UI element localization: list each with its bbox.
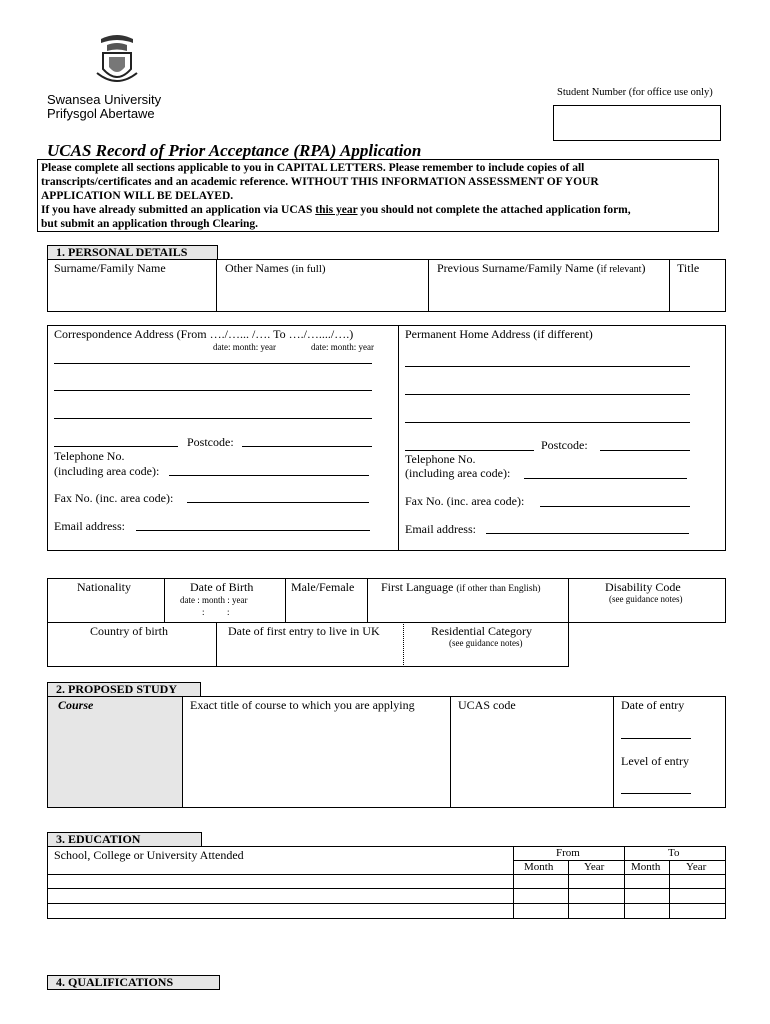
- divider: [568, 860, 569, 919]
- permanent-address-label: Permanent Home Address (if different): [405, 327, 593, 341]
- permanent-fax-label: Fax No. (inc. area code):: [405, 494, 525, 508]
- permanent-address-line-input[interactable]: [405, 394, 690, 395]
- fax-label: Fax No. (inc. area code):: [54, 491, 174, 505]
- other-names-label: Other Names: [225, 261, 289, 275]
- date-of-entry-label: Date of entry: [621, 698, 685, 712]
- university-crest-logo: [93, 33, 141, 91]
- table-row: [47, 903, 726, 904]
- telephone-input[interactable]: [169, 475, 369, 476]
- instruction-line: Please complete all sections applicable to you in CAPITAL LETTERS. Please remember to include copies of all: [41, 162, 585, 174]
- dob-hint: date : month : year: [180, 595, 248, 605]
- in-full-hint: (in full): [291, 263, 326, 275]
- to-month-header: Month: [631, 861, 661, 873]
- date-hint: date: month: year: [213, 342, 276, 352]
- from-year-header: Year: [584, 861, 605, 873]
- student-number-label: Student Number (for office use only): [557, 87, 713, 98]
- logo-text-english: Swansea University: [47, 92, 162, 107]
- postcode-label: Postcode:: [187, 435, 234, 449]
- divider: [513, 846, 514, 919]
- divider: [216, 259, 217, 312]
- instructions-text: [41, 161, 631, 231]
- date-first-entry-field[interactable]: Date of first entry to live in UK: [228, 624, 380, 638]
- divider: [450, 696, 451, 808]
- postcode-input[interactable]: [242, 446, 372, 447]
- instruction-line: but submit an application through Clearing.: [41, 218, 259, 230]
- previous-surname-field[interactable]: [437, 261, 645, 276]
- permanent-address-line-input[interactable]: [405, 450, 534, 451]
- dob-field[interactable]: Date of Birth: [190, 580, 254, 594]
- divider: [285, 578, 286, 623]
- disability-hint: (see guidance notes): [609, 594, 683, 604]
- instruction-text: you should not complete the attached application form,: [357, 204, 631, 216]
- other-names-field[interactable]: [225, 261, 326, 276]
- permanent-email-input[interactable]: [486, 533, 689, 534]
- course-label: Course: [58, 698, 94, 712]
- divider: [669, 259, 670, 312]
- telephone-label: Telephone No.: [54, 449, 125, 463]
- permanent-address-line-input[interactable]: [405, 422, 690, 423]
- first-language-hint: (if other than English): [456, 584, 541, 594]
- correspondence-address-label: Correspondence Address (From …./…... /…. To …./…..../….): [54, 327, 354, 341]
- section-2-header: 2. PROPOSED STUDY: [47, 682, 201, 697]
- nationality-field[interactable]: Nationality: [77, 580, 131, 594]
- student-number-box[interactable]: [553, 105, 721, 141]
- sex-field[interactable]: Male/Female: [291, 580, 355, 594]
- section-4-header: 4. QUALIFICATIONS: [47, 975, 220, 990]
- to-header: To: [668, 847, 680, 859]
- residential-hint: (see guidance notes): [449, 638, 523, 648]
- permanent-telephone-input[interactable]: [524, 478, 687, 479]
- dob-colons: : :: [202, 607, 230, 617]
- ucas-code-field[interactable]: UCAS code: [458, 698, 516, 712]
- from-header: From: [556, 847, 580, 859]
- to-year-header: Year: [686, 861, 707, 873]
- permanent-fax-input[interactable]: [540, 506, 690, 507]
- permanent-area-code-label: (including area code):: [405, 466, 511, 480]
- title-field[interactable]: Title: [677, 261, 700, 275]
- form-title: UCAS Record of Prior Acceptance (RPA) Application: [47, 141, 422, 160]
- address-line-input[interactable]: [54, 446, 178, 447]
- divider: [428, 259, 429, 312]
- table-row: [47, 888, 726, 889]
- email-label: Email address:: [54, 519, 125, 533]
- date-of-entry-input[interactable]: [621, 738, 691, 739]
- from-month-header: Month: [524, 861, 554, 873]
- instruction-line: [41, 203, 631, 217]
- permanent-postcode-input[interactable]: [600, 450, 690, 451]
- instruction-line: transcripts/certificates and an academic reference. WITHOUT THIS INFORMATION ASSESSMENT OF YOUR: [41, 176, 599, 188]
- address-box: [47, 325, 726, 551]
- divider: [669, 860, 670, 919]
- section-1-header: 1. PERSONAL DETAILS: [47, 245, 218, 260]
- divider: [398, 325, 399, 551]
- surname-field[interactable]: Surname/Family Name: [54, 261, 166, 275]
- course-title-field[interactable]: Exact title of course to which you are applying: [190, 698, 415, 712]
- date-hint: date: month: year: [311, 342, 374, 352]
- fax-input[interactable]: [187, 502, 369, 503]
- school-column-header: School, College or University Attended: [54, 848, 244, 862]
- divider: [624, 846, 625, 919]
- country-of-birth-field[interactable]: Country of birth: [90, 624, 168, 638]
- instruction-underline: this year: [315, 204, 358, 216]
- instruction-line: APPLICATION WILL BE DELAYED.: [41, 190, 234, 202]
- course-shaded-cell: [48, 697, 182, 807]
- email-input[interactable]: [136, 530, 370, 531]
- section-3-header: 3. EDUCATION: [47, 832, 202, 847]
- if-relevant-hint: if relevant: [600, 264, 642, 275]
- first-language-label: First Language: [381, 580, 454, 594]
- residential-category-field[interactable]: Residential Category: [431, 624, 532, 638]
- address-line-input[interactable]: [54, 418, 372, 419]
- divider: [613, 696, 614, 808]
- paren: ): [641, 261, 646, 275]
- permanent-address-line-input[interactable]: [405, 366, 690, 367]
- divider: [403, 622, 404, 667]
- address-line-input[interactable]: [54, 363, 372, 364]
- address-line-input[interactable]: [54, 390, 372, 391]
- first-language-field[interactable]: [381, 580, 541, 595]
- permanent-email-label: Email address:: [405, 522, 476, 536]
- level-of-entry-input[interactable]: [621, 793, 691, 794]
- permanent-telephone-label: Telephone No.: [405, 452, 476, 466]
- logo-text-welsh: Prifysgol Abertawe: [47, 106, 155, 121]
- level-of-entry-label: Level of entry: [621, 754, 689, 768]
- permanent-postcode-label: Postcode:: [541, 438, 588, 452]
- area-code-label: (including area code):: [54, 464, 160, 478]
- divider: [568, 578, 569, 623]
- divider: [182, 696, 183, 808]
- divider: [367, 578, 368, 623]
- table-row: [47, 874, 726, 875]
- disability-code-field[interactable]: Disability Code: [605, 580, 681, 594]
- divider: [216, 622, 217, 667]
- previous-surname-label: Previous Surname/Family Name (: [437, 261, 601, 275]
- instruction-text: If you have already submitted an application via UCAS: [41, 204, 316, 216]
- divider: [164, 578, 165, 623]
